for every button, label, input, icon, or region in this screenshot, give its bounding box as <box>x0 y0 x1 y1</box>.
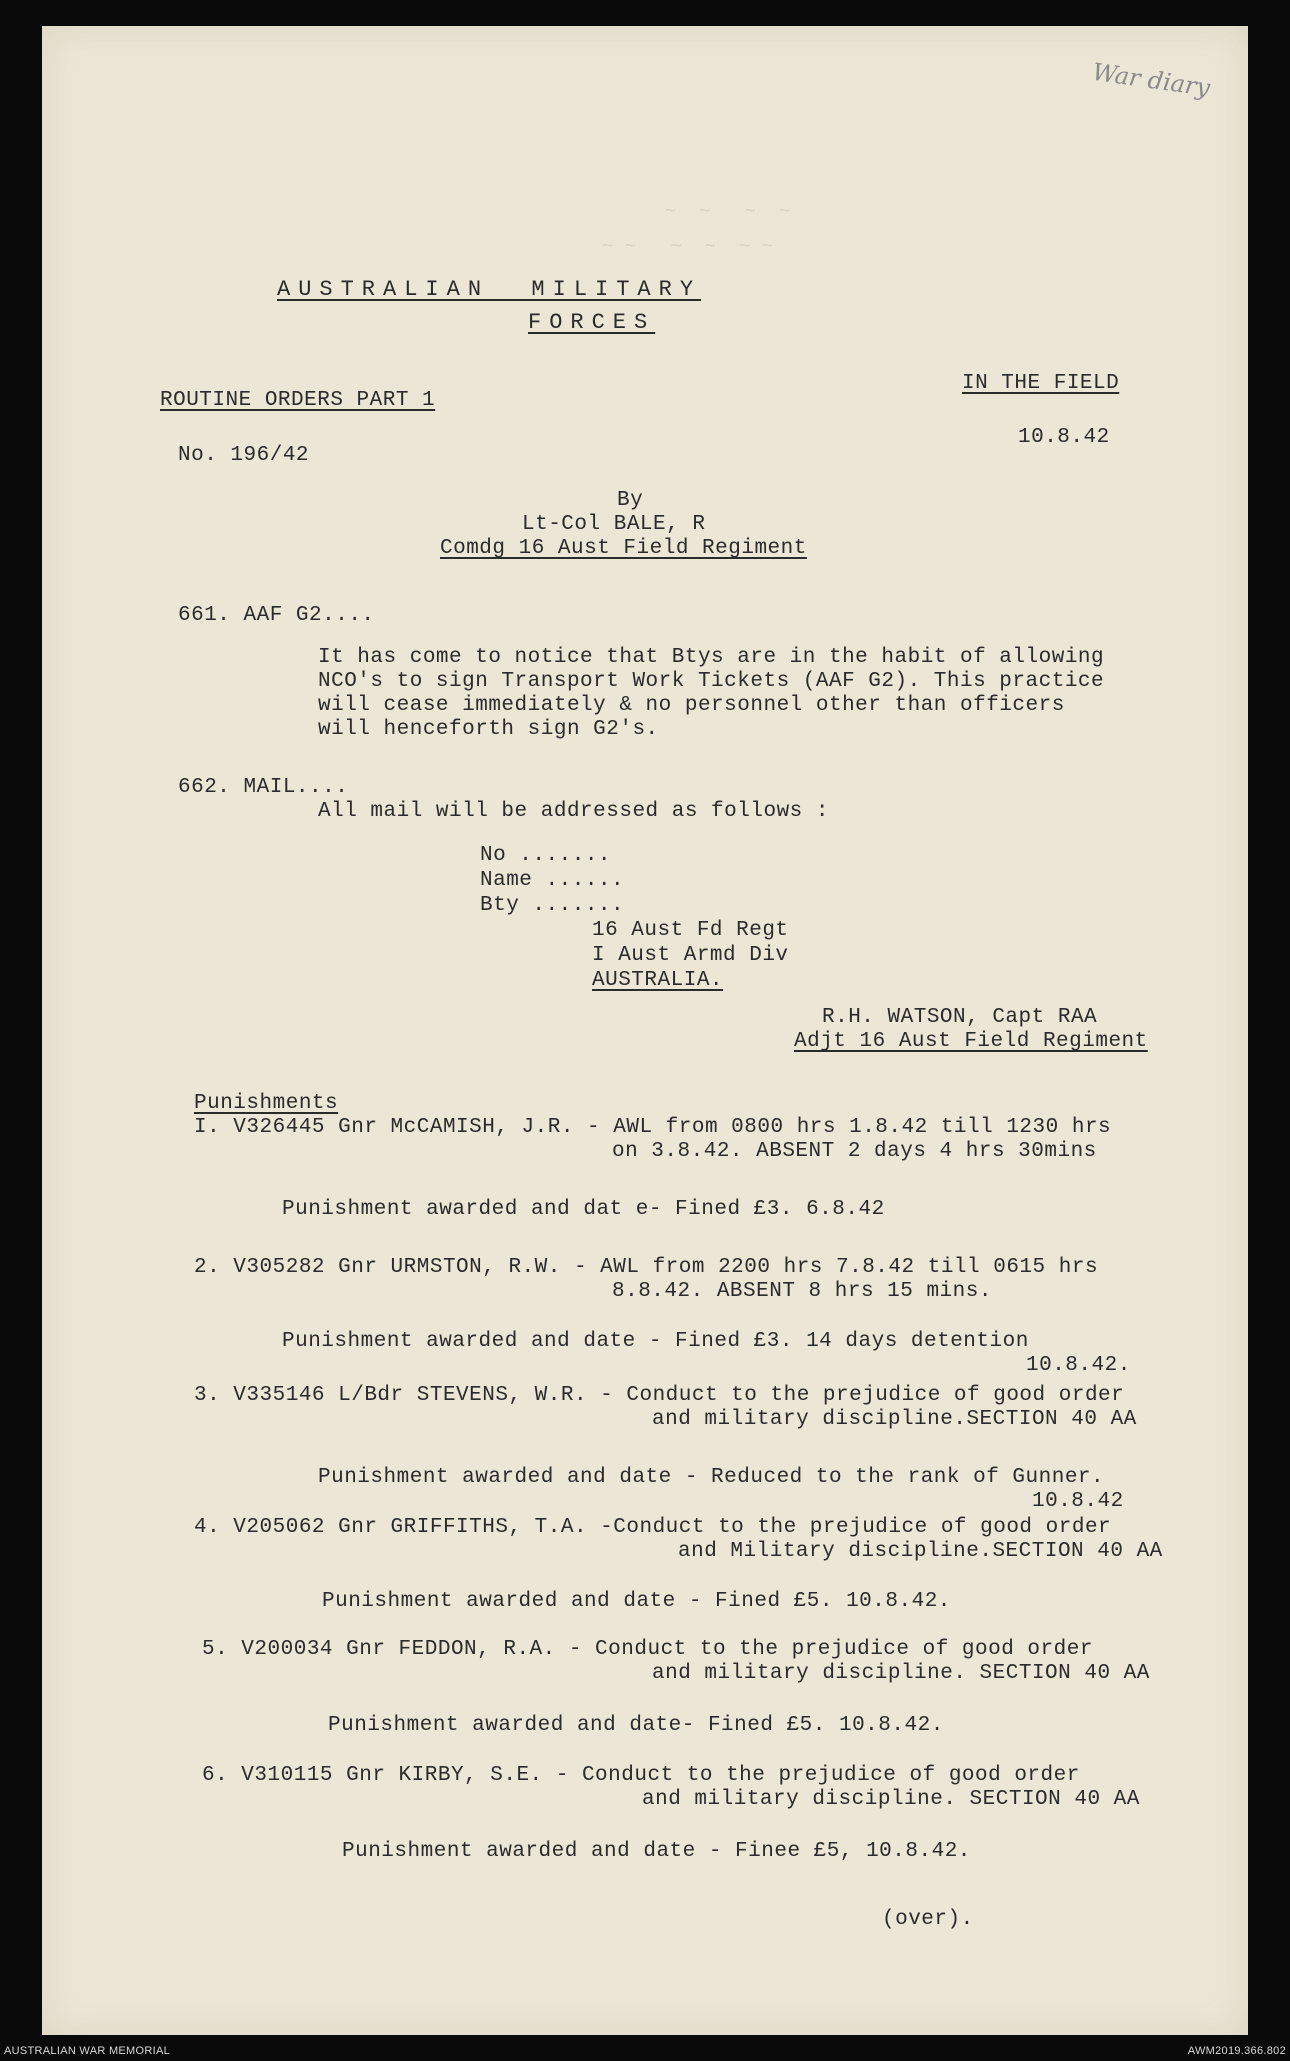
bleed-through-mark: ~ ~ ~ ~ ~ ~ <box>602 236 774 258</box>
signature-title: Adjt 16 Aust Field Regiment <box>794 1030 1148 1053</box>
routine-orders-heading: ROUTINE ORDERS PART 1 <box>160 389 436 412</box>
item-661-line: It has come to notice that Btys are in the habit of allowing <box>318 646 1105 669</box>
command-line: Comdg 16 Aust Field Regiment <box>440 537 807 560</box>
punishment-entry-line: 8.8.42. ABSENT 8 hrs 15 mins. <box>612 1280 992 1303</box>
handwritten-annotation: War diary <box>1090 57 1212 103</box>
footer-accession-number: AWM2019.366.802 <box>1187 2045 1286 2057</box>
order-date: 10.8.42 <box>1018 426 1110 449</box>
commanding-officer: Lt-Col BALE, R <box>522 513 706 536</box>
punishment-award: Punishment awarded and date - Reduced to the rank of Gunner. <box>318 1466 1105 1489</box>
punishment-entry-line: I. V326445 Gnr McCAMISH, J.R. - AWL from 0800 hrs 1.8.42 till 1230 hrs <box>194 1116 1112 1139</box>
punishment-entry-line: 3. V335146 L/Bdr STEVENS, W.R. - Conduct to the prejudice of good order <box>194 1384 1125 1407</box>
footer-credit: AUSTRALIAN WAR MEMORIAL <box>4 2045 171 2057</box>
over-marker: (over). <box>882 1908 974 1931</box>
document-page <box>42 26 1248 2035</box>
punishment-entry-line: 5. V200034 Gnr FEDDON, R.A. - Conduct to the prejudice of good order <box>202 1638 1093 1661</box>
punishment-entry-line: and military discipline. SECTION 40 AA <box>652 1662 1150 1685</box>
punishment-entry-line: and military discipline. SECTION 40 AA <box>642 1788 1140 1811</box>
item-662-intro: All mail will be addressed as follows : <box>318 800 829 823</box>
punishment-award: Punishment awarded and date - Fined £5. 10.8.42. <box>322 1590 951 1613</box>
in-the-field-heading: IN THE FIELD <box>962 372 1120 395</box>
punishment-award-date: 10.8.42 <box>1032 1490 1124 1513</box>
address-line: Bty ....... <box>480 894 625 917</box>
address-line: 16 Aust Fd Regt <box>592 919 789 942</box>
punishment-entry-line: 2. V305282 Gnr URMSTON, R.W. - AWL from 2200 hrs 7.8.42 till 0615 hrs <box>194 1256 1099 1279</box>
punishment-entry-line: and Military discipline.SECTION 40 AA <box>678 1540 1163 1563</box>
punishment-entry-line: 4. V205062 Gnr GRIFFITHS, T.A. -Conduct to the prejudice of good order <box>194 1516 1112 1539</box>
by-label: By <box>617 489 644 512</box>
punishments-heading: Punishments <box>194 1092 339 1115</box>
punishment-entry-line: on 3.8.42. ABSENT 2 days 4 hrs 30mins <box>612 1140 1097 1163</box>
punishment-award: Punishment awarded and date - Finee £5, 10.8.42. <box>342 1840 971 1863</box>
item-661-line: will henceforth sign G2's. <box>318 718 659 741</box>
order-number: No. 196/42 <box>178 444 310 467</box>
item-661-line: NCO's to sign Transport Work Tickets (AAF G2). This practice <box>318 670 1105 693</box>
item-661-heading: 661. AAF G2.... <box>178 604 375 627</box>
address-line: Name ...... <box>480 869 625 892</box>
address-line: AUSTRALIA. <box>592 969 724 992</box>
punishment-entry-line: 6. V310115 Gnr KIRBY, S.E. - Conduct to the prejudice of good order <box>202 1764 1080 1787</box>
item-661-line: will cease immediately & no personnel other than officers <box>318 694 1065 717</box>
signature-name: R.H. WATSON, Capt RAA <box>822 1006 1098 1029</box>
bleed-through-mark: ~ ~ ~ ~ <box>642 201 791 223</box>
punishment-award: Punishment awarded and date - Fined £3. 14 days detention <box>282 1330 1029 1353</box>
title-line-2: FORCES <box>528 310 656 335</box>
address-line: No ....... <box>480 844 612 867</box>
punishment-award-date: 10.8.42. <box>1026 1354 1131 1377</box>
punishment-award: Punishment awarded and date- Fined £5. 10.8.42. <box>328 1714 944 1737</box>
punishment-entry-line: and military discipline.SECTION 40 AA <box>652 1408 1137 1431</box>
punishment-award: Punishment awarded and dat e- Fined £3. 6.8.42 <box>282 1198 885 1221</box>
item-662-heading: 662. MAIL.... <box>178 776 349 799</box>
title-line-1: AUSTRALIAN MILITARY <box>277 277 702 302</box>
address-line: I Aust Armd Div <box>592 944 789 967</box>
